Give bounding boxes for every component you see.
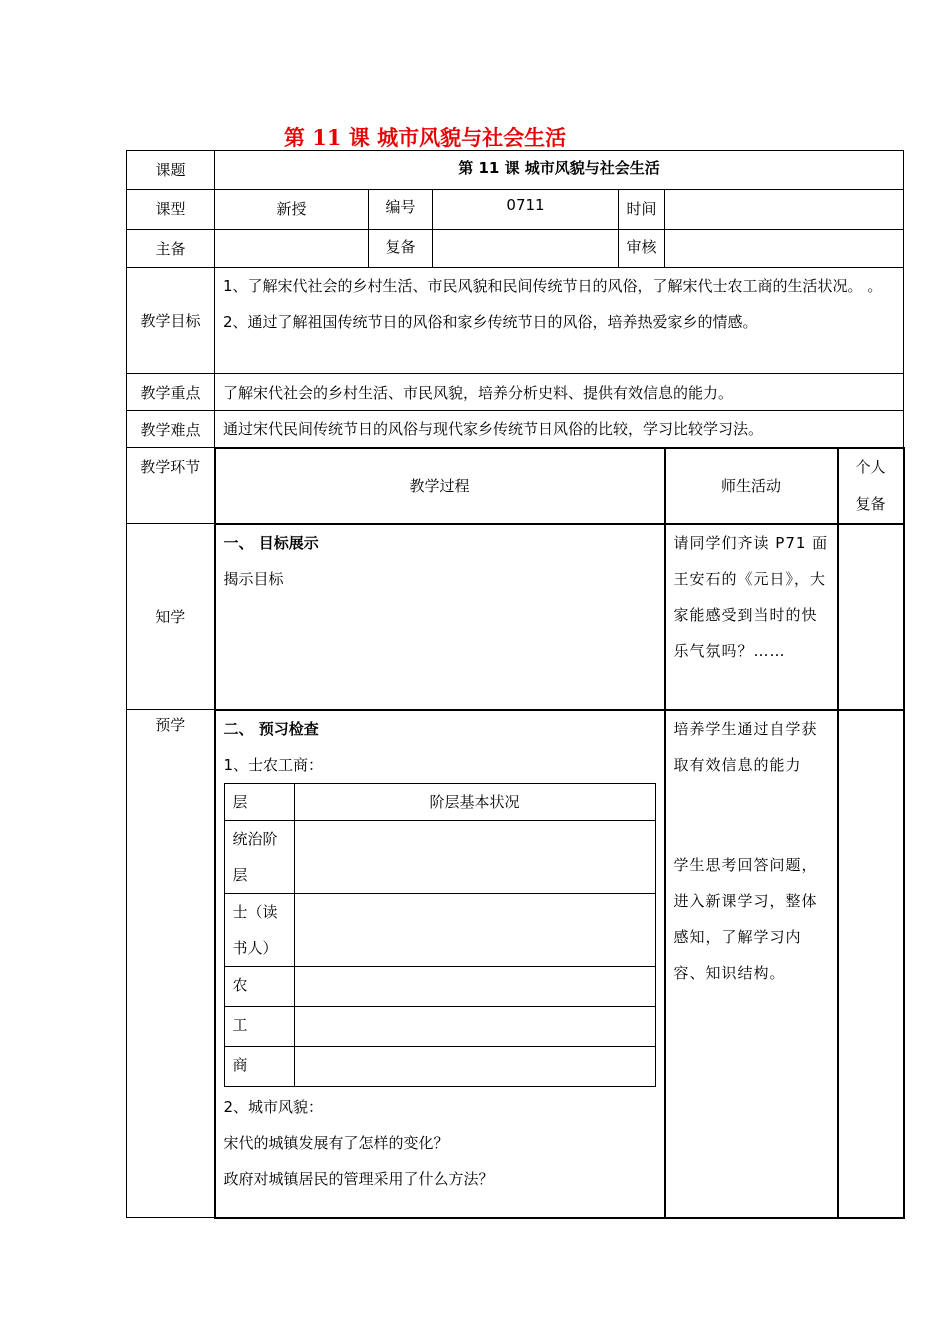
topic-value: 第 11 课 城市风貌与社会生活 bbox=[215, 151, 904, 190]
section2-question-2: 政府对城镇居民的管理采用了什么方法？ bbox=[223, 1169, 494, 1188]
number-value: 0711 bbox=[433, 190, 619, 230]
section2-content bbox=[215, 710, 665, 1218]
goals-label: 教学目标 bbox=[127, 268, 215, 374]
classes-row-value bbox=[294, 1006, 655, 1046]
stage-header: 教学环节 bbox=[127, 448, 215, 524]
personal-header bbox=[838, 448, 904, 524]
section2-sub1: 1、士农工商： bbox=[223, 755, 324, 774]
classes-row-value bbox=[294, 893, 655, 966]
goals-content bbox=[215, 268, 904, 374]
section1-content bbox=[215, 524, 665, 710]
personal-header-line-1: 个人 bbox=[855, 457, 886, 476]
lead-label: 主备 bbox=[127, 230, 215, 268]
difficulties-text: 通过宋代民间传统节日的风俗与现代家乡传统节日风俗的比较，学习比较学习法。 bbox=[215, 411, 904, 448]
goals-line-1: 1、了解宋代社会的乡村生活、市民风貌和民间传统节日的风俗，了解宋代士农工商的生活状况。 。 bbox=[223, 277, 883, 295]
difficulties-label: 教学难点 bbox=[127, 411, 215, 448]
page-title: 第 11 课 城市风貌与社会生活 bbox=[283, 125, 567, 150]
key-points-label: 教学重点 bbox=[127, 374, 215, 411]
classes-row-label: 农 bbox=[224, 966, 294, 1006]
section2-activity-1: 培养学生通过自学获取有效信息的能力 bbox=[673, 719, 818, 774]
classes-row-label: 商 bbox=[224, 1046, 294, 1086]
lead-value bbox=[215, 230, 369, 268]
time-label: 时间 bbox=[619, 190, 665, 230]
classes-row-label: 工 bbox=[224, 1006, 294, 1046]
classes-table-header-2: 阶层基本状况 bbox=[294, 783, 655, 820]
section2-activity bbox=[665, 710, 838, 1218]
section2-stage: 预学 bbox=[127, 710, 215, 1218]
personal-header-line-2: 复备 bbox=[855, 494, 886, 513]
type-label: 课型 bbox=[127, 190, 215, 230]
time-value bbox=[665, 190, 904, 230]
review-label: 复备 bbox=[369, 230, 433, 268]
section2-question-1: 宋代的城镇发展有了怎样的变化？ bbox=[223, 1133, 449, 1152]
audit-value bbox=[665, 230, 904, 268]
topic-label: 课题 bbox=[127, 151, 215, 190]
section1-personal bbox=[838, 524, 904, 710]
number-label: 编号 bbox=[369, 190, 433, 230]
classes-row-label: 士（读书人） bbox=[224, 893, 294, 966]
section2-activity-2: 学生思考回答问题，进入新课学习，整体感知，了解学习内容、知识结构。 bbox=[673, 855, 818, 982]
classes-row-value bbox=[294, 1046, 655, 1086]
audit-label: 审核 bbox=[619, 230, 665, 268]
classes-row-label: 统治阶层 bbox=[224, 820, 294, 893]
type-value: 新授 bbox=[215, 190, 369, 230]
section2-sub2: 2、城市风貌： bbox=[223, 1097, 324, 1116]
review-value bbox=[433, 230, 619, 268]
section1-stage: 知学 bbox=[127, 524, 215, 710]
key-points-text: 了解宋代社会的乡村生活、市民风貌，培养分析史料、提供有效信息的能力。 bbox=[215, 374, 904, 411]
classes-row-value bbox=[294, 966, 655, 1006]
process-header: 教学过程 bbox=[215, 448, 665, 524]
section1-heading: 一、 目标展示 bbox=[223, 533, 319, 552]
goals-line-2: 2、通过了解祖国传统节日的风俗和家乡传统节日的风俗，培养热爱家乡的情感。 bbox=[223, 313, 758, 331]
classes-table-header-1: 层 bbox=[224, 783, 294, 820]
section1-text: 揭示目标 bbox=[223, 569, 284, 588]
section1-activity: 请同学们齐读 P71 面王安石的《元日》，大家能感受到当时的快乐气氛吗？…… bbox=[665, 524, 838, 710]
lesson-plan-table bbox=[126, 150, 905, 1219]
section2-personal bbox=[838, 710, 904, 1218]
classes-row-value bbox=[294, 820, 655, 893]
classes-table bbox=[224, 783, 656, 1087]
section2-heading: 二、 预习检查 bbox=[223, 719, 319, 738]
activity-header: 师生活动 bbox=[665, 448, 838, 524]
